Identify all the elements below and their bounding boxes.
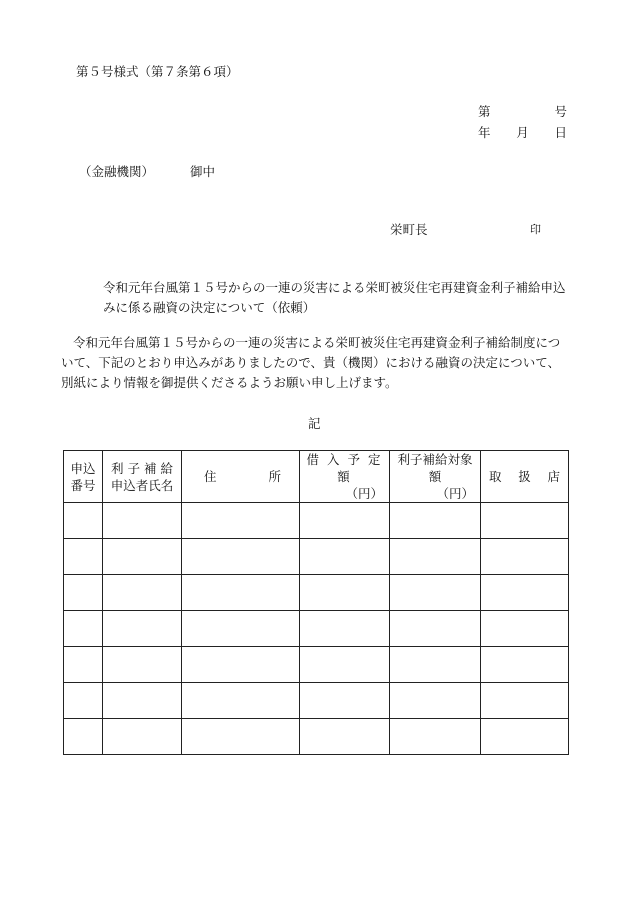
table-cell[interactable] xyxy=(64,683,103,719)
table-cell[interactable] xyxy=(103,719,182,755)
table-cell[interactable] xyxy=(390,719,481,755)
table-cell[interactable] xyxy=(481,719,569,755)
table-cell[interactable] xyxy=(390,503,481,539)
table-cell[interactable] xyxy=(182,539,300,575)
table-cell[interactable] xyxy=(481,539,569,575)
table-cell[interactable] xyxy=(103,647,182,683)
table-row xyxy=(64,575,569,611)
header-text: 取 xyxy=(489,469,502,484)
form-label: 第５号様式（第７条第６項） xyxy=(76,64,239,79)
table-cell[interactable] xyxy=(103,575,182,611)
table-cell[interactable] xyxy=(390,575,481,611)
header-subsidy-target-amount xyxy=(390,451,481,503)
header-text: 住 xyxy=(204,469,217,484)
body-text: 令和元年台風第１５号からの一連の災害による栄町被災住宅再建資金利子補給制度について、下記のとおり申込みがありましたので、貴（機関）における融資の決定について、別紙により情報を御提供くださるようお願い申し上げます。 xyxy=(61,335,561,390)
table-cell[interactable] xyxy=(64,611,103,647)
table-cell[interactable] xyxy=(390,539,481,575)
application-table xyxy=(63,450,569,755)
header-applicant-name xyxy=(103,451,182,503)
table-cell[interactable] xyxy=(103,683,182,719)
table-cell[interactable] xyxy=(481,683,569,719)
table-cell[interactable] xyxy=(300,611,390,647)
table-cell[interactable] xyxy=(481,647,569,683)
table-cell[interactable] xyxy=(182,503,300,539)
table-cell[interactable] xyxy=(103,503,182,539)
table-cell[interactable] xyxy=(300,503,390,539)
table-cell[interactable] xyxy=(182,719,300,755)
table-cell[interactable] xyxy=(300,719,390,755)
table-cell[interactable] xyxy=(64,575,103,611)
ki-heading: 記 xyxy=(308,416,321,431)
header-text: 利 子 補 給 xyxy=(111,460,173,476)
number-prefix: 第 xyxy=(478,104,491,119)
number-suffix: 号 xyxy=(554,104,567,119)
table-cell[interactable] xyxy=(182,647,300,683)
table-cell[interactable] xyxy=(300,647,390,683)
header-text: （円） xyxy=(436,486,474,501)
table-cell[interactable] xyxy=(182,683,300,719)
header-text: 店 xyxy=(547,469,560,484)
table-cell[interactable] xyxy=(481,503,569,539)
header-text: 所 xyxy=(268,469,281,484)
header-text: 申込 xyxy=(70,460,96,476)
table-cell[interactable] xyxy=(64,719,103,755)
table-row xyxy=(64,611,569,647)
table-header-row xyxy=(64,451,569,503)
header-text: 申込者氏名 xyxy=(110,477,174,493)
document-number-line xyxy=(478,104,567,120)
table-cell[interactable] xyxy=(390,683,481,719)
header-application-number xyxy=(64,451,103,503)
header-handling-branch xyxy=(481,451,569,503)
table-cell[interactable] xyxy=(300,683,390,719)
table-row xyxy=(64,503,569,539)
date-day: 日 xyxy=(554,125,567,140)
table-cell[interactable] xyxy=(64,647,103,683)
header-text: 利子補給対象額 xyxy=(397,452,473,484)
header-planned-loan-amount xyxy=(300,451,390,503)
date-year: 年 xyxy=(478,125,491,140)
header-text: 扱 xyxy=(518,469,531,484)
table-cell[interactable] xyxy=(390,611,481,647)
table-cell[interactable] xyxy=(481,611,569,647)
table-body xyxy=(64,503,569,755)
table-row xyxy=(64,719,569,755)
date-line xyxy=(478,125,567,141)
seal-mark: 印 xyxy=(530,223,541,236)
table-cell[interactable] xyxy=(300,575,390,611)
addressee: （金融機関） xyxy=(79,164,155,179)
table-row xyxy=(64,647,569,683)
table-cell[interactable] xyxy=(182,575,300,611)
table-cell[interactable] xyxy=(300,539,390,575)
table-cell[interactable] xyxy=(103,611,182,647)
header-text: 番号 xyxy=(70,477,96,493)
table-cell[interactable] xyxy=(64,539,103,575)
header-text: （円） xyxy=(345,486,383,501)
header-address xyxy=(182,451,300,503)
table-cell[interactable] xyxy=(64,503,103,539)
issuer: 栄町長 xyxy=(390,222,428,237)
header-text: 借 入 予 定 額 xyxy=(306,452,383,484)
table-cell[interactable] xyxy=(182,611,300,647)
date-month: 月 xyxy=(516,125,529,140)
subject: 令和元年台風第１５号からの一連の災害による栄町被災住宅再建資金利子補給申込みに係る融資の決定について（依頼） xyxy=(103,280,566,315)
table-cell[interactable] xyxy=(390,647,481,683)
table-cell[interactable] xyxy=(103,539,182,575)
addressee-honorific: 御中 xyxy=(190,164,216,179)
table-row xyxy=(64,539,569,575)
table-cell[interactable] xyxy=(481,575,569,611)
table-row xyxy=(64,683,569,719)
